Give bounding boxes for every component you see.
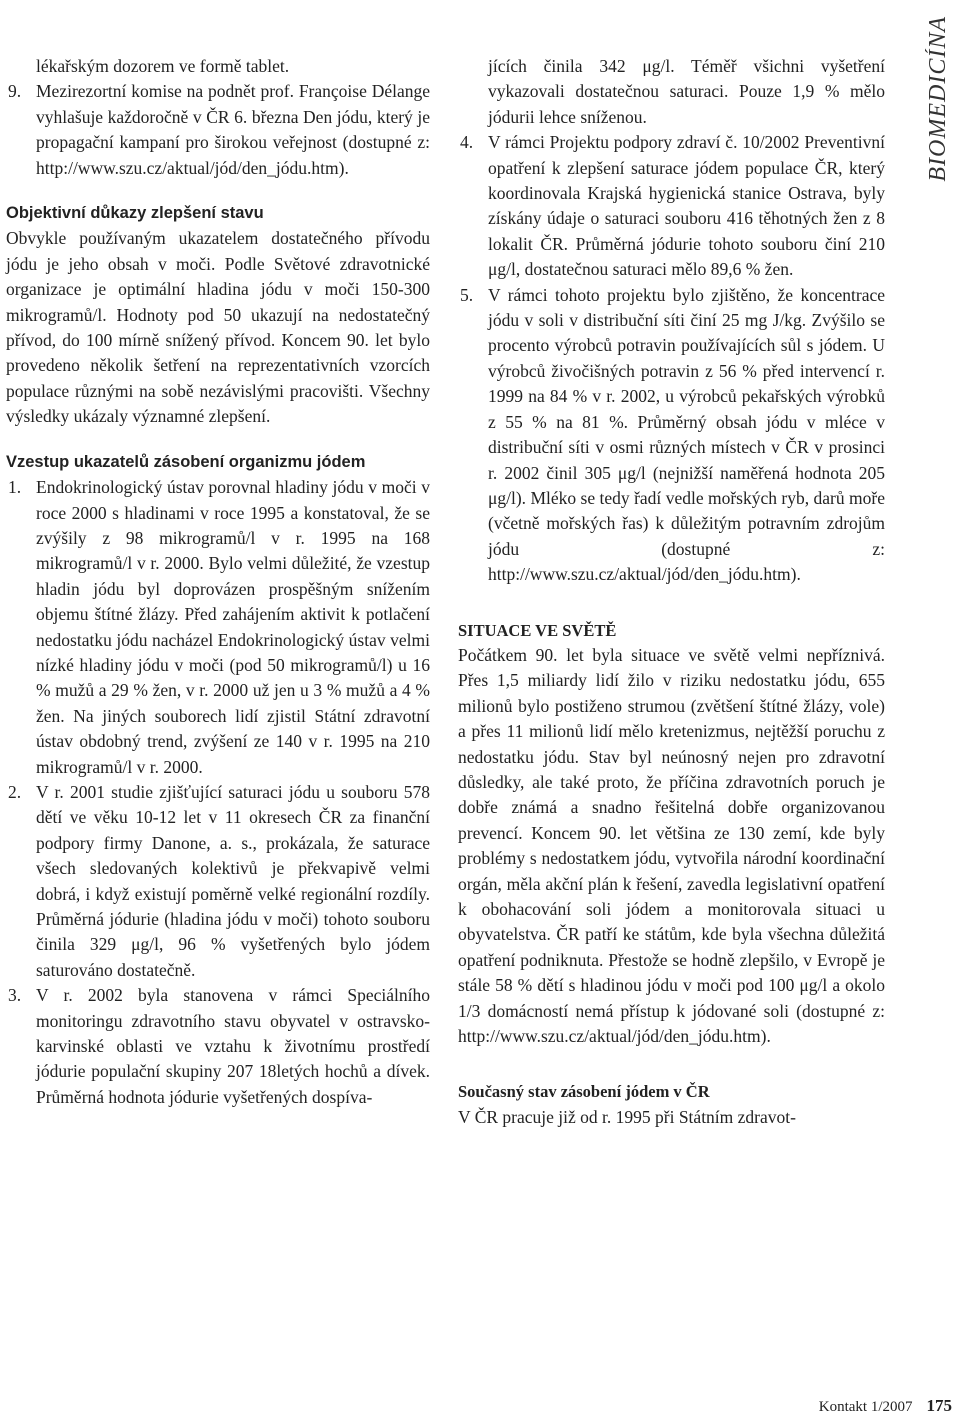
list-item-text: V rámci Projektu podpory zdraví č. 10/2002 Preventivní opatření k zlepšení saturace jódem populace ČR, který koordinovala Krajská hygienická stanice Ostrava, byly získány údaje o saturaci souboru 416 těhotných žen z 8 lokalit ČR. Průměrná jódurie tohoto souboru činí 210 μg/l, dostatečnou saturaci mělo 89,6 % žen. (488, 132, 885, 280)
list-item-text: lékařským dozorem ve formě tablet. (36, 56, 290, 76)
paragraph: V ČR pracuje již od r. 1995 při Státním zdravot- (458, 1106, 796, 1127)
paragraph: Počátkem 90. let byla situace ve světě velmi nepříznivá. Přes 1,5 miliardy lidí žilo v riziku nedostatku jódu, 655 milionů bylo postiženo strumou (zvětšení štítné žlázy, vole) a přes 11 milionů lidí mělo kretenizmus, nejtěžší poruchu z nedostatku jódu. Stav byl neúnosný nejen pro zdravotní důsledky, ale také proto, že příčina zdravotních poruch je dobře známá a snadno řešitelná dobře organizovanou prevencí. Koncem 90. let většina ze 130 zemí, kde byly problémy s nedostatkem jódu, vytvořila národní koordinační orgán, měla akční plán k řešení, zavedla legislativní opatření k obohacování soli jódem a monitorovala situaci u obyvatelstva. ČR patří ke státům, kde byla všechna důležitá opatření podniknuta. Přestože se hodně zlepšilo, v Evropě je stále 58 % dětí s hladinou jódu v moči pod 100 μg/l a okolo 1/3 domácností nemá přístup k jódované soli (dostupné z: http://www.szu.cz/aktual/jód/den_jódu.htm). (458, 644, 885, 1047)
list-item (6, 54, 430, 79)
list-item (6, 79, 430, 181)
numbered-list (6, 475, 430, 1110)
list-item (6, 780, 430, 983)
list-item (6, 475, 430, 780)
section-heading: SITUACE VE SVĚTĚ (458, 620, 617, 640)
section-label: BIOMEDICÍNA (925, 16, 951, 182)
numbered-list (458, 54, 885, 588)
list-item-text: Endokrinologický ústav porovnal hladiny jódu v moči v roce 2000 s hladinami v roce 1995 a konstatoval, že se zvýšily z 98 mikrogramů/l v r. 1995 na 168 mikrogramů/l v r. 2000. Bylo velmi důležité, že vzestup hladin jódu byl doprovázen prospěšným snížením objemu štítné žlázy. Před zahájením aktivit k potlačení nedostatku jódu nacházel Endokrinologický ústav velmi nízké hladiny jódu v moči (pod 50 mikrogramů/l) u 16 % mužů a 29 % žen, v r. 2000 už jen u 3 % mužů a 4 % žen. Na jiných souborech lidí zjistil Státní zdravotní ústav obdobný trend, zvýšení ze 140 v r. 1995 na 210 mikrogramů/l v r. 2000. (36, 477, 430, 777)
list-item-text: V rámci tohoto projektu bylo zjištěno, že koncentrace jódu v soli v distribuční síti činí 25 mg J/kg. Zvýšilo se procento výrobců potravin používajících sůl s jódem. U výrobců živočišných potravin z 56 % před intervencí r. 1999 na 84 % v r. 2002, u výrobců pekařských výrobků z 55 % na 81 %. Průměrný obsah jódu v mléce v distribuční síti v osmi různých místech v ČR v prosinci r. 2002 činil 305 μg/l (nejnižší naměřená hodnota 205 μg/l). Mléko se tedy řadí vedle mořských ryb, darů moře (včetně mořských řas) k důležitým potravním zdrojům jódu (dostupné z: http://www.szu.cz/aktual/jód/den_jódu.htm). (488, 284, 885, 585)
list-item-text: V r. 2001 studie zjišťující saturaci jódu u souboru 578 dětí ve věku 10-12 let v 11 okresech ČR za finanční podpory firmy Danone, a. s., prokázala, že saturace všech sledovaných kolektivů je překvapivě velmi dobrá, i když existují poměrně velké regionální rozdíly. Průměrná jódurie (hladina jódu v moči) tohoto souboru činila 329 μg/l, 96 % vyšetřených bylo jódem saturováno dostatečně. (36, 781, 430, 980)
list-item (458, 54, 885, 130)
list-item (458, 130, 885, 282)
list-item (458, 283, 885, 588)
section-heading: Objektivní důkazy zlepšení stavu (6, 204, 264, 223)
list-item-text: Mezirezortní komise na podnět prof. Françoise Délange vyhlašuje každoročně v ČR 6. března Den jódu, který je propagační kampaní pro širokou veřejnost (dostupné z: http://www.szu.cz/aktual/jód/den_jódu.htm). (36, 81, 430, 178)
list-item-text: jících činila 342 μg/l. Téměř všichni vyšetření vykazovali dostatečnou saturaci. Pouze 1,9 % mělo jódurii lehce sníženou. (488, 56, 885, 127)
paragraph: Obvykle používaným ukazatelem dostatečného přívodu jódu je jeho obsah v moči. Podle Světové zdravotnické organizace je optimální hladina jódu v moči 150-300 mikrogramů/l. Hodnoty pod 50 ukazují na nedostatečný přívod, do 100 mírně snížený přívod. Koncem 90. let bylo provedeno několik šetření na reprezentativních vzorcích populace různými na sobě nezávislými pracovišti. Všechny výsledky ukázaly významné zlepšení. (6, 228, 430, 427)
list-number: 1. (8, 477, 22, 498)
page-footer (819, 1396, 952, 1416)
top-list (6, 54, 430, 181)
page-number: 175 (926, 1396, 952, 1415)
journal-name: Kontakt 1/2007 (818, 1399, 913, 1415)
list-item-text: V r. 2002 byla stanovena v rámci Speciálního monitoringu zdravotního stavu obyvatel v ostravsko-karvinské oblasti ve vztahu k životnímu prostředí jódurie populační skupiny 207 18letých hochů a dívek. Průměrná hodnota jódurie vyšetřených dospíva- (36, 985, 430, 1107)
list-number: 5. (460, 284, 474, 305)
list-number: 4. (460, 132, 474, 153)
section-heading: Současný stav zásobení jódem v ČR (458, 1082, 710, 1102)
list-number: 9. (8, 81, 22, 102)
list-item (6, 983, 430, 1110)
left-column (6, 54, 430, 1110)
right-column (458, 54, 885, 1130)
list-number: 2. (8, 781, 22, 802)
list-number: 3. (8, 985, 22, 1006)
section-heading: Vzestup ukazatelů zásobení organizmu jódem (6, 452, 366, 471)
